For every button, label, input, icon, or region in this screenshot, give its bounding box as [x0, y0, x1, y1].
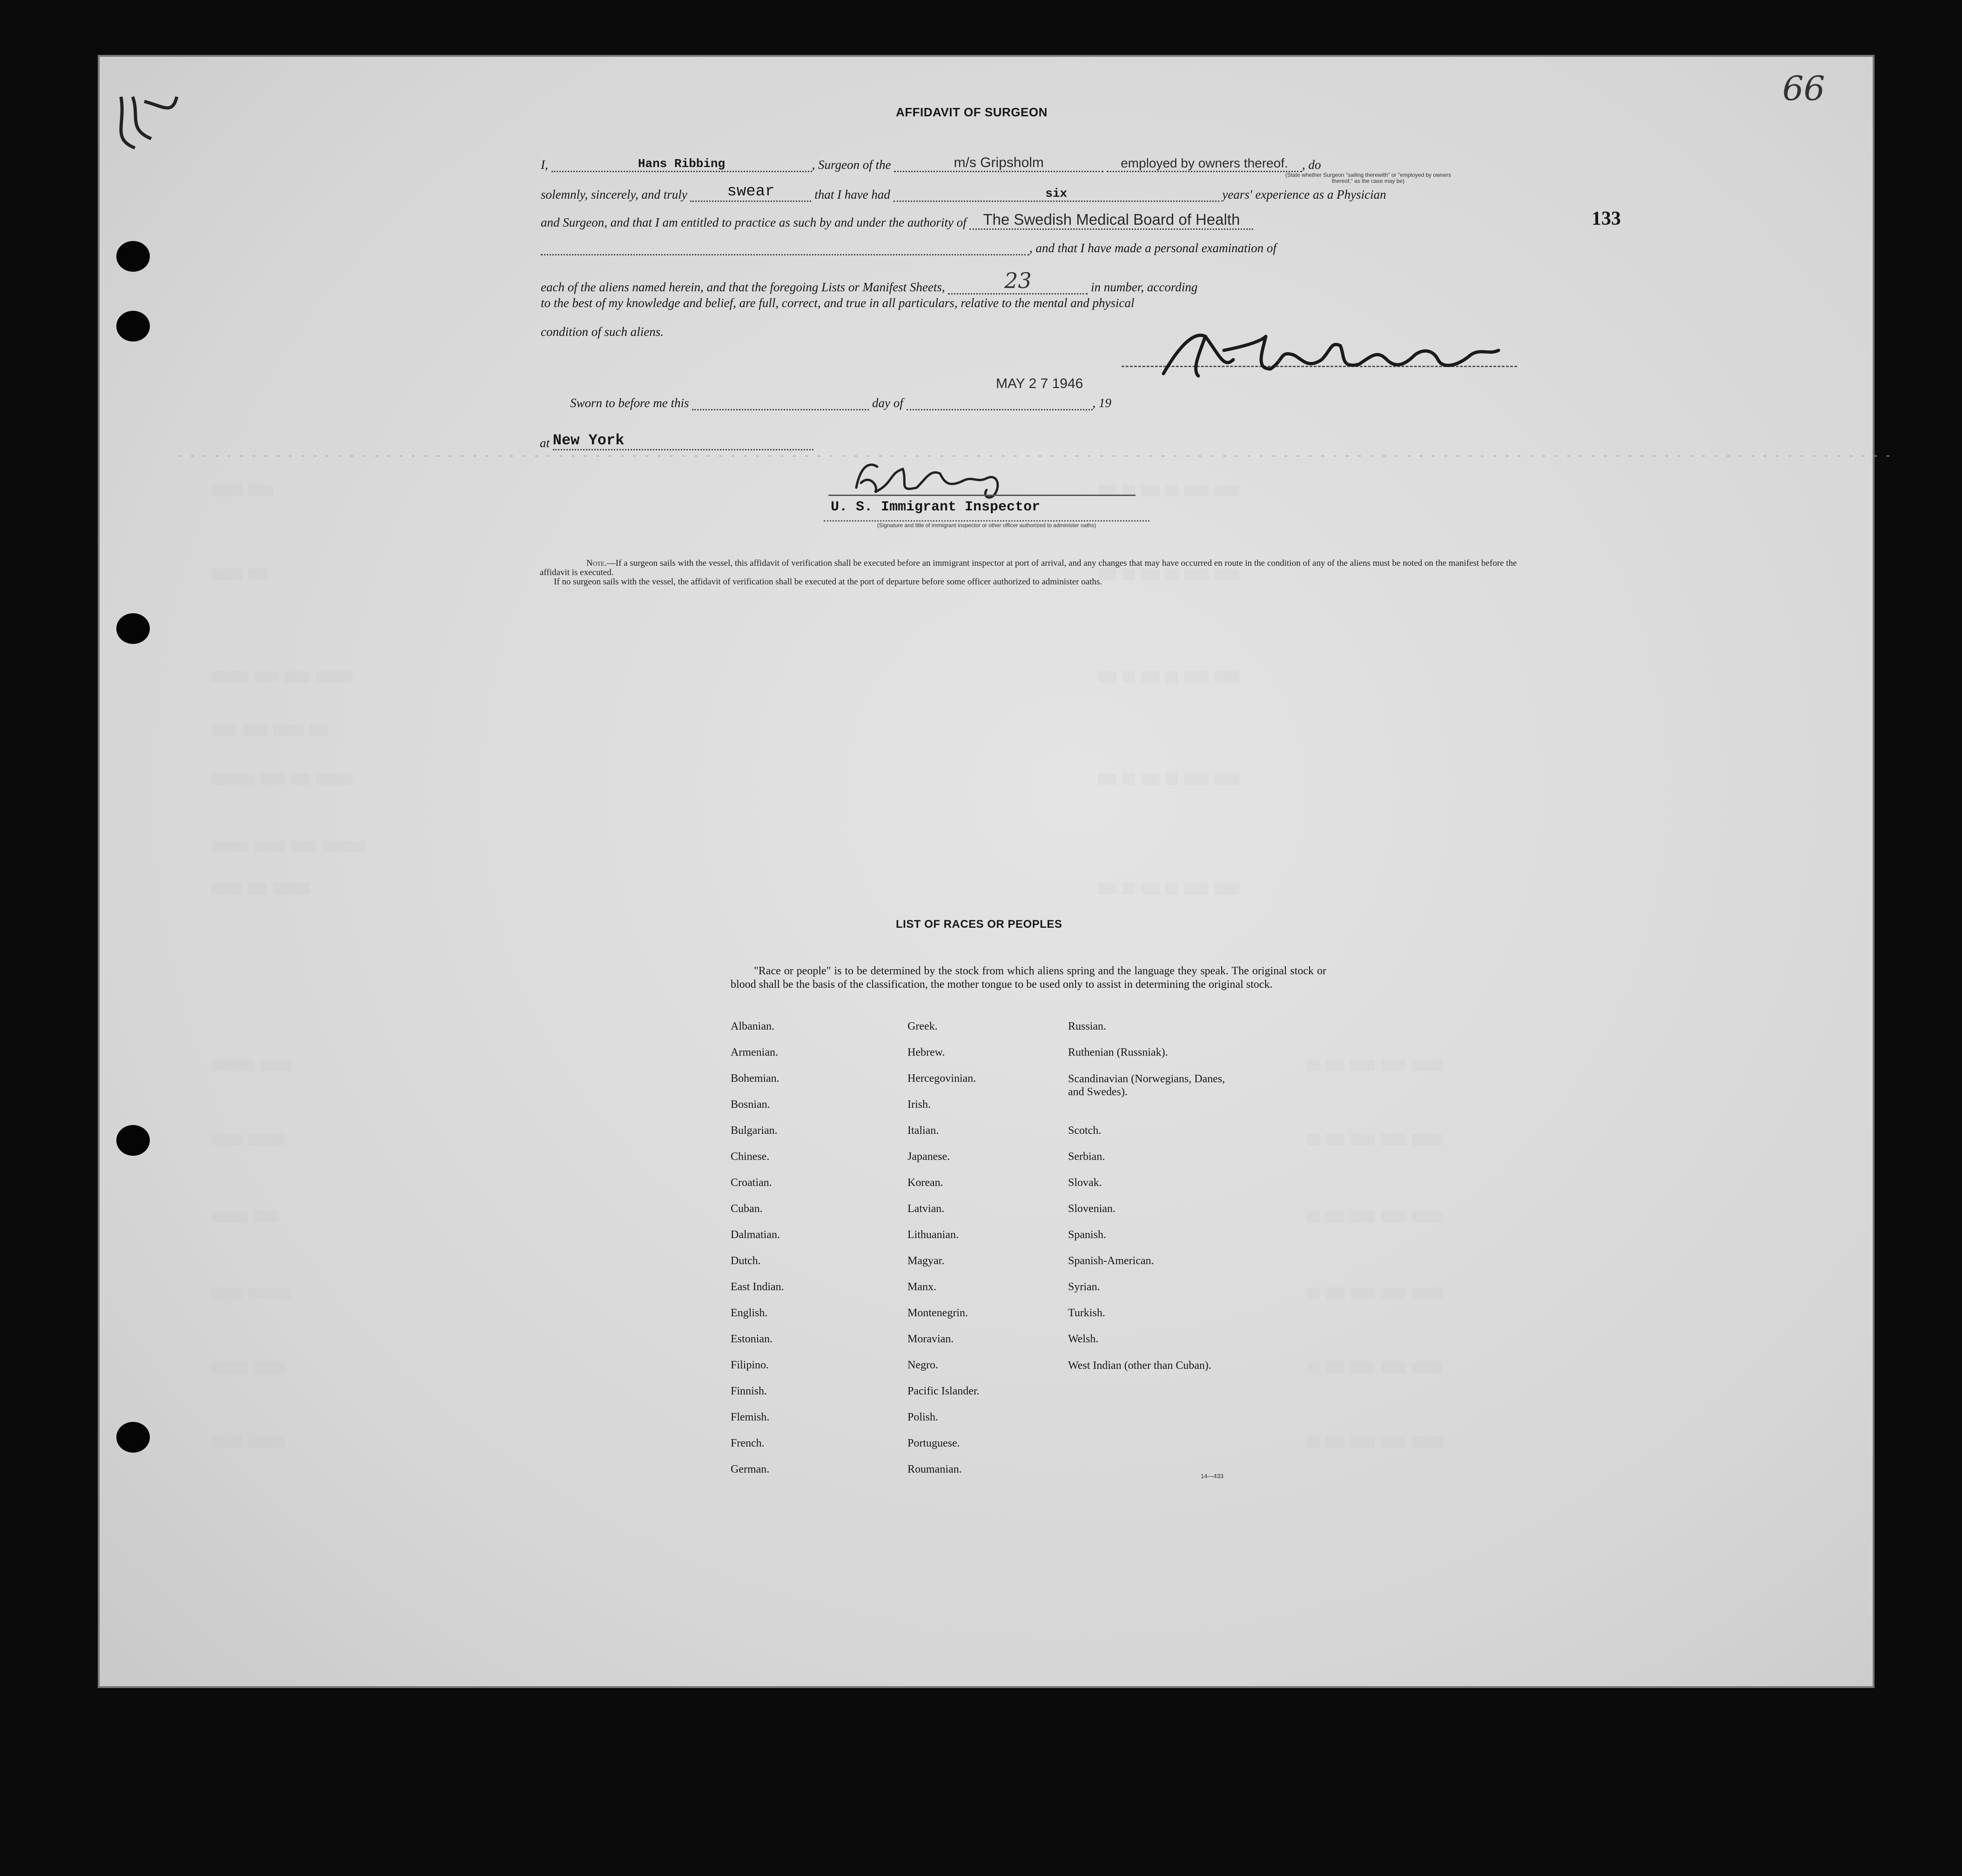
vessel-field	[894, 155, 1103, 172]
race-entry: Montenegrin.	[907, 1307, 968, 1319]
line5-suffix: in number, according	[1091, 280, 1198, 294]
line1-prefix: I,	[541, 158, 548, 172]
surgeon-name: Hans Ribbing	[638, 157, 726, 171]
oath-field	[690, 183, 811, 202]
race-entry: Moravian.	[907, 1333, 954, 1345]
race-entry: West Indian (other than Cuban).	[1068, 1360, 1211, 1372]
race-entry: Flemish.	[731, 1411, 770, 1423]
line2-prefix: solemnly, sincerely, and truly	[541, 188, 687, 201]
line2-mid: that I have had	[814, 188, 890, 201]
race-entry: Syrian.	[1068, 1281, 1100, 1293]
affidavit-line-2	[541, 183, 1386, 202]
race-entry: Negro.	[907, 1359, 938, 1371]
line5-prefix: each of the aliens named herein, and that the foregoing Lists or Manifest Sheets,	[541, 280, 945, 294]
binder-hole	[116, 311, 150, 342]
race-entry: Bosnian.	[731, 1099, 770, 1111]
races-title: LIST OF RACES OR PEOPLES	[896, 918, 1062, 931]
note-lead: Note.—	[586, 558, 616, 568]
note-paragraph-2: If no surgeon sails with the vessel, the affidavit of verification shall be executed at the port of departure before some officer authorized to administer oaths.	[554, 577, 1102, 587]
vessel-name: m/s Gripsholm	[954, 155, 1044, 170]
at-line	[540, 432, 813, 450]
sheet-number: 133	[1592, 208, 1621, 229]
date-stamp: MAY 2 7 1946	[996, 376, 1083, 391]
race-entry: Portuguese.	[907, 1437, 960, 1449]
race-entry: Slovak.	[1068, 1177, 1102, 1189]
race-entry: Magyar.	[907, 1255, 945, 1267]
affidavit-line-5	[541, 268, 1197, 295]
race-entry: Lithuanian.	[907, 1229, 959, 1241]
oath-word: swear	[727, 183, 775, 201]
years-field	[894, 186, 1219, 202]
race-entry: Hebrew.	[907, 1046, 945, 1059]
line1-suffix: , do	[1302, 158, 1321, 172]
race-entry: Roumanian.	[907, 1463, 962, 1475]
race-entry: Turkish.	[1068, 1307, 1105, 1319]
race-entry: Russian.	[1068, 1020, 1107, 1032]
race-entry: Spanish-American.	[1068, 1255, 1154, 1267]
authority-name: The Swedish Medical Board of Health	[983, 211, 1240, 228]
affidavit-line-3	[541, 211, 1253, 230]
authority-continuation-field	[541, 240, 1029, 255]
race-entry: Spanish.	[1068, 1229, 1107, 1241]
authority-field	[969, 211, 1253, 230]
race-entry: Greek.	[907, 1020, 938, 1032]
pencil-mark	[107, 87, 191, 157]
affidavit-line-4	[541, 240, 1277, 255]
page-number: 66	[1782, 69, 1825, 108]
employment-field	[1107, 156, 1302, 172]
sworn-line	[570, 395, 1111, 410]
race-entry: Chinese.	[731, 1151, 770, 1163]
race-entry: Welsh.	[1068, 1333, 1099, 1345]
race-entry: Latvian.	[907, 1203, 945, 1215]
sheets-field	[948, 268, 1088, 295]
race-entry: Bohemian.	[731, 1072, 779, 1085]
race-entry: Bulgarian.	[731, 1125, 778, 1137]
years-value: six	[1045, 187, 1068, 201]
employment-status: employed by owners thereof.	[1121, 156, 1288, 170]
inspector-caption: (Signature and title of immigrant inspector or other officer authorized to administer oaths)	[877, 522, 1096, 529]
race-entry: Polish.	[907, 1411, 939, 1423]
binder-hole	[116, 613, 150, 644]
sworn-day-field	[692, 395, 869, 410]
sheets-count: 23	[1004, 268, 1032, 293]
form-number: 14—433	[1201, 1473, 1224, 1480]
employment-note: (State whether Surgeon "sailing therewith" or "employed by owners thereof," as the case may be)	[1285, 172, 1451, 184]
race-entry: Armenian.	[731, 1046, 778, 1059]
race-entry: Dalmatian.	[731, 1229, 780, 1241]
inspector-signature-line	[828, 495, 1136, 496]
affidavit-line-6: to the best of my knowledge and belief, are full, correct, and true in all particulars, relative to the mental and physical	[541, 296, 1135, 310]
races-intro: "Race or people" is to be determined by the stock from which aliens spring and the language they speak. The original stock or blood shall be the basis of the classification, the mother tongue to be used only to assist in determining the original stock.	[731, 965, 1326, 991]
inspector-title: U. S. Immigrant Inspector	[831, 499, 1041, 515]
race-entry: Scotch.	[1068, 1125, 1102, 1137]
binder-hole	[116, 241, 150, 272]
at-prefix: at	[540, 436, 550, 450]
line2-suffix: years' experience as a Physician	[1222, 188, 1386, 201]
race-entry: Serbian.	[1068, 1151, 1105, 1163]
race-entry: Slovenian.	[1068, 1203, 1115, 1215]
inspector-signature	[842, 455, 1028, 506]
affidavit-line-7: condition of such aliens.	[541, 325, 664, 339]
race-entry: Japanese.	[907, 1151, 950, 1163]
race-entry: French.	[731, 1437, 765, 1449]
race-entry: Korean.	[907, 1177, 943, 1189]
sworn-prefix: Sworn to before me this	[570, 396, 689, 410]
race-entry: Pacific Islander.	[907, 1385, 980, 1397]
line4-suffix: , and that I have made a personal examination of	[1029, 241, 1277, 255]
binder-hole	[116, 1422, 150, 1453]
document-page: - - - - - - - - - - - - - - - - - - - - - - - - - - - - - - - - - - - - - - - - - - - - - - - - - - - - - - - - - - - - - - - - - - - - - - - - - - - - - - - - - - - - - - - - - - - - - - - - - - - - - - - - - - - - - - - - - - - - - - - - - - - - - - - - - - - - - - - - - - - - ░░░░░ ░░░░ ░░░░░ ░░░ ░░░░░░ ░░░░ ░░░░ ░░░░░░ ░░░░ ░░░░ ░░░░░ ░░░ ░░░░░░░ ░░░░ ░░░ ░░░░░░ ░░░░░░ ░░░░░ ░░░░ ░░░░░░░ ░░░░░ ░░░ ░░░░░░ ░░░ ░░ ░░░ ░░ ░░░░ ░░░░ ░░░ ░░ ░░░ ░░ ░░░░ ░░░░ ░░░ ░░ ░░░ ░░ ░░░░ ░░░░ ░░░ ░░ ░░░ ░░ ░░░░ ░░░░ ░░░ ░░ ░░░ ░░ ░░░░ ░░░░ ░░░░░░░ ░░░░░ ░░░░░ ░░░░░░ ░░░░░░ ░░░░ ░░░░░ ░░░░░░░ ░░░░░░ ░░░░░ ░░░░░ ░░░░░░ ░░ ░░░ ░░░░ ░░░░ ░░░░░ ░░ ░░░ ░░░░ ░░░░ ░░░░░ ░░ ░░░ ░░░░ ░░░░ ░░░░░ ░░ ░░░ ░░░░ ░░░░ ░░░░░ ░░ ░░░ ░░░░ ░░░░ ░░░░░ ░░ ░░░ ░░░░ ░░░░ ░░░░░ 66 133 AFFIDAVIT OF SURGEON I, Hans Ribbing , Surgeon of the m/s Gripsholm employed by owners thereof. , do (State whether Surgeon "sailing therewith" or "employed by owners thereof," as the case may be) solemnly, sincerely, and truly swear that I have had six years' experience as a Physician and Surgeon, and that I am entitled to practice as such by and under the authority of The Swedish Medical Board of Health , and that I have made a personal examination of each of the aliens named herein, and that the foregoing Lists or Manifest Sheets, 23 in number, according to the best of my knowledge and belief, are full, correct, and true in all particulars, relative to the mental and physical condition of such aliens. Sworn to before me this day of , 19 MAY 2 7 1946 at New York U. S. Immigrant Inspector (Signature and title of immigrant inspector or other officer authorized to administer oaths) Note.—If a surgeon sails with the vessel, this affidavit of verification shall be executed before an immigrant inspector at port of arrival, and any changes that may have occurred en route in the condition of any of the aliens must be noted on the manifest before the affidavit is executed. If no surgeon sails with the vessel, the affidavit of verification shall be executed at the port of departure before some officer authorized to administer oaths. LIST OF RACES OR PEOPLES "Race or people" is to be determined by the stock from which aliens spring and the language they speak. The original stock or blood shall be the basis of the classification, the mother tongue to be used only to assist in determining the original stock. Albanian. Armenian. Bohemian. Bosnian. Bulgarian. Chinese. Croatian. Cuban. Dalmatian. Dutch. East Indian. English. Estonian. Filipino. Finnish. Flemish. French. German. Greek. Hebrew. Hercegovinian. Irish. Italian. Japanese. Korean. Latvian. Lithuanian. Magyar. Manx. Montenegrin. Moravian. Negro. Pacific Islander. Polish. Portuguese. Roumanian. Russian. Ruthenian (Russniak). Scandinavian (Norwegians, Danes, and Swedes). Scotch. Serbian. Slovak. Slovenian. Spanish. Spanish-American. Syrian. Turkish. Welsh. West Indian (other than Cuban). 14—433	[98, 55, 1875, 1688]
surgeon-name-field	[551, 156, 812, 172]
race-entry: German.	[731, 1463, 770, 1475]
sworn-year: , 19	[1092, 396, 1111, 410]
sworn-day-of: day of	[872, 396, 903, 410]
affidavit-line-1	[541, 155, 1321, 172]
place-name: New York	[552, 432, 625, 449]
race-entry: Finnish.	[731, 1385, 767, 1397]
affidavit-title: AFFIDAVIT OF SURGEON	[896, 105, 1048, 119]
race-entry: Estonian.	[731, 1333, 773, 1345]
race-entry: Cuban.	[731, 1203, 763, 1215]
line1-mid: , Surgeon of the	[812, 158, 891, 172]
race-entry: Croatian.	[731, 1177, 772, 1189]
inspector-caption-line	[824, 520, 1149, 522]
surgeon-signature	[1154, 322, 1526, 388]
race-entry: Irish.	[907, 1099, 931, 1111]
race-entry: Hercegovinian.	[907, 1072, 976, 1085]
race-entry: Ruthenian (Russniak).	[1068, 1046, 1168, 1059]
race-entry: Albanian.	[731, 1020, 774, 1032]
race-entry: East Indian.	[731, 1281, 784, 1293]
race-entry: English.	[731, 1307, 768, 1319]
affidavit-note	[540, 559, 1517, 587]
sworn-month-field	[907, 395, 1093, 410]
race-entry: Manx.	[907, 1281, 936, 1293]
race-entry: Dutch.	[731, 1255, 761, 1267]
race-entry: Italian.	[907, 1125, 939, 1137]
line3-prefix: and Surgeon, and that I am entitled to practice as such by and under the authority of	[541, 215, 967, 229]
race-entry: Filipino.	[731, 1359, 769, 1371]
place-field	[553, 432, 813, 450]
note-paragraph-1	[540, 559, 1517, 577]
note-text-1: If a surgeon sails with the vessel, this affidavit of verification shall be executed before an immigrant inspector at port of arrival, and any changes that may have occurred en route in the condition of any of the aliens must be noted on the manifest before the affidavit is executed.	[540, 558, 1517, 577]
binder-hole	[116, 1125, 150, 1156]
race-entry: Scandinavian (Norwegians, Danes, and Swedes).	[1068, 1073, 1225, 1098]
